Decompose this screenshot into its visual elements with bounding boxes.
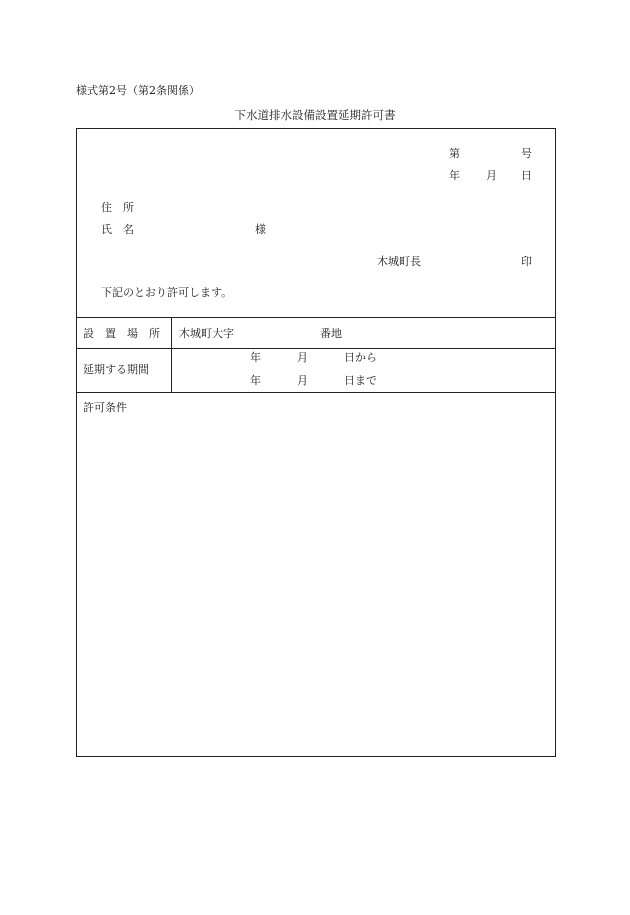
- issue-date-day: 日: [521, 169, 532, 182]
- seal-mark: 印: [521, 255, 532, 268]
- period-to-month: 月: [297, 374, 308, 387]
- permit-form-table: [76, 128, 556, 757]
- location-suffix: 番地: [320, 327, 342, 340]
- period-to-year: 年: [250, 374, 261, 387]
- address-label: 住 所: [101, 201, 134, 214]
- issue-date-year: 年: [449, 169, 460, 182]
- permit-number-prefix: 第: [449, 147, 460, 160]
- location-label: 設 置 場 所: [83, 327, 160, 340]
- label-column-divider: [171, 317, 172, 392]
- permit-number-suffix: 号: [521, 147, 532, 160]
- period-from-year: 年: [250, 351, 261, 364]
- period-from-day: 日から: [344, 351, 377, 364]
- divider-location-top: [77, 317, 555, 318]
- name-label: 氏 名: [101, 223, 134, 236]
- form-number: 様式第2号（第2条関係）: [76, 84, 200, 97]
- period-to-day: 日まで: [344, 374, 377, 387]
- issuer-title: 木城町長: [377, 255, 421, 268]
- permit-statement: 下記のとおり許可します。: [101, 286, 233, 299]
- location-prefix: 木城町大字: [179, 327, 234, 340]
- period-from-month: 月: [297, 351, 308, 364]
- issue-date-month: 月: [486, 169, 497, 182]
- conditions-label: 許可条件: [83, 401, 127, 414]
- name-honorific: 様: [255, 223, 266, 236]
- period-label: 延期する期間: [83, 363, 149, 376]
- divider-period-top: [77, 348, 555, 349]
- form-title: 下水道排水設備設置延期許可書: [234, 108, 396, 122]
- divider-conditions-top: [77, 392, 555, 393]
